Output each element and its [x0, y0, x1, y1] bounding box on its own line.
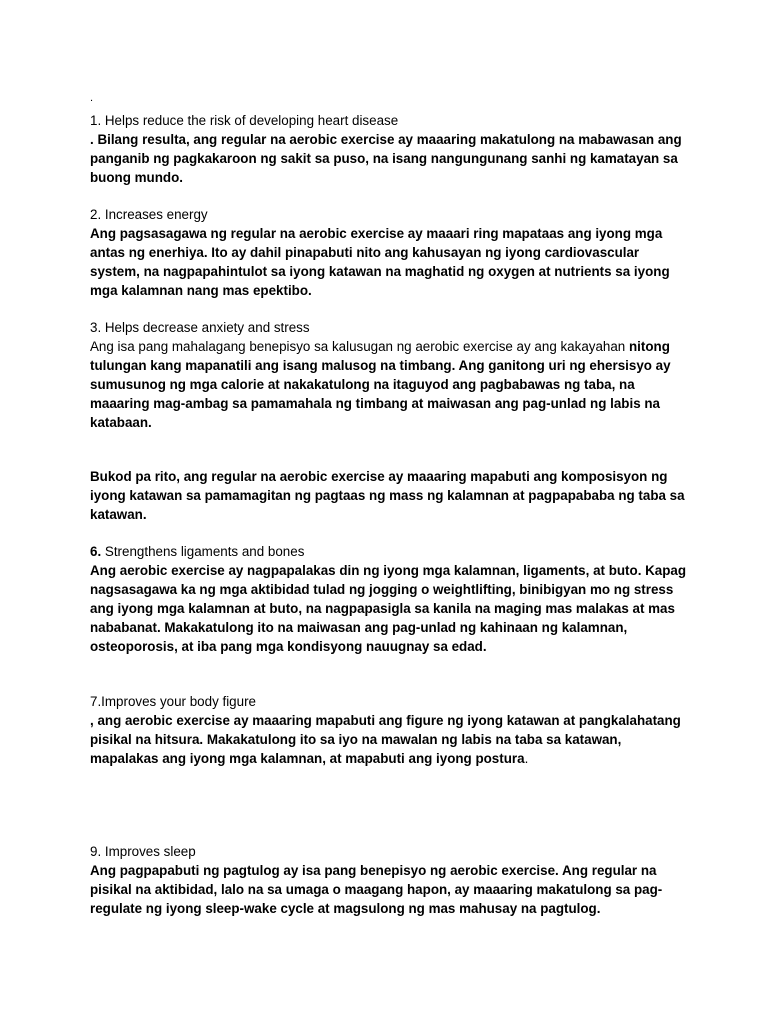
section-body — [90, 711, 690, 768]
section-body-bold: , ang aerobic exercise ay maaaring mapabuti ang figure ng iyong katawan at pangkalahatang pisikal na hitsura. Makakatulong ito sa iyo na mawalan ng labis na taba sa katawan, mapalakas ang iyong mga kalamnan, at mapabuti ang iyong postura — [90, 713, 681, 766]
section-body-bold: nitong tulungan kang mapanatili ang isang malusog na timbang. Ang ganitong uri ng ehersisyo ay sumusunog ng mga calorie at nakakatulong na itaguyod ang pagbabawas ng taba, na maaaring mag-ambag sa pamamahala ng timbang at maiwasan ang pag-unlad ng labis na katabaan. — [90, 339, 671, 430]
section-anxiety-stress — [90, 318, 690, 432]
section-body — [90, 337, 690, 432]
section-body-figure — [90, 692, 690, 768]
section-intro: Ang isa pang mahalagang benepisyo sa kalusugan ng aerobic exercise ay ang kakayahan — [90, 339, 626, 354]
paragraph-body-composition: Bukod pa rito, ang regular na aerobic exercise ay maaaring mapabuti ang komposisyon ng iyong katawan sa pamamagitan ng pagtaas ng mass ng kalamnan at pagpapababa ng taba sa katawan. — [90, 469, 685, 522]
section-body: . Bilang resulta, ang regular na aerobic exercise ay maaaring makatulong na mabawasan ang panganib ng pagkakaroon ng sakit sa puso, na isang nangungunang sanhi ng kamatayan sa buong mundo. — [90, 132, 682, 185]
section-body: Ang aerobic exercise ay nagpapalakas din ng iyong mga kalamnan, ligaments, at buto. Kapag nagsasagawa ka ng mga aktibidad tulad ng jogging o weightlifting, binibigyan mo ng stress ang iyong mga kalamnan at buto, na nagpapasigla sa kanila na maging mas malakas at mas nababanat. Makakatulong ito na maiwasan ang pag-unlad ng kahinaan ng kalamnan, osteoporosis, at iba pang mga kondisyong nauugnay sa edad. — [90, 563, 687, 654]
section-heading: 9. Improves sleep — [90, 844, 196, 859]
section-body: Ang pagsasagawa ng regular na aerobic exercise ay maaari ring mapataas ang iyong mga antas ng enerhiya. Ito ay dahil pinapabuti nito ang kahusayan ng iyong cardiovascular system, na nagpapahintulot sa iyong katawan na maghatid ng oxygen at nutrients sa iyong mga kalamnan nang mas epektibo. — [90, 226, 670, 298]
section-heading: 1. Helps reduce the risk of developing heart disease — [90, 113, 399, 128]
section-heading: 2. Increases energy — [90, 207, 208, 222]
section-body-tail: . — [524, 751, 529, 766]
section-heading: 3. Helps decrease anxiety and stress — [90, 320, 310, 335]
section-heading-text: Strengthens ligaments and bones — [101, 544, 305, 559]
section-heart-disease — [90, 111, 690, 187]
section-increases-energy — [90, 205, 690, 300]
section-heading: 7.Improves your body figure — [90, 694, 256, 709]
section-ligaments-bones — [90, 542, 690, 656]
section-improves-sleep — [90, 842, 690, 918]
section-number: 6. — [90, 544, 102, 559]
section-heading — [90, 542, 690, 561]
leading-dot: . — [90, 92, 94, 104]
section-body: Ang pagpapabuti ng pagtulog ay isa pang benepisyo ng aerobic exercise. Ang regular na pisikal na aktibidad, lalo na sa umaga o maagang hapon, ay maaaring makatulong sa pag-regulate ng iyong sleep-wake cycle at magsulong ng mas mahusay na pagtulog. — [90, 863, 663, 916]
